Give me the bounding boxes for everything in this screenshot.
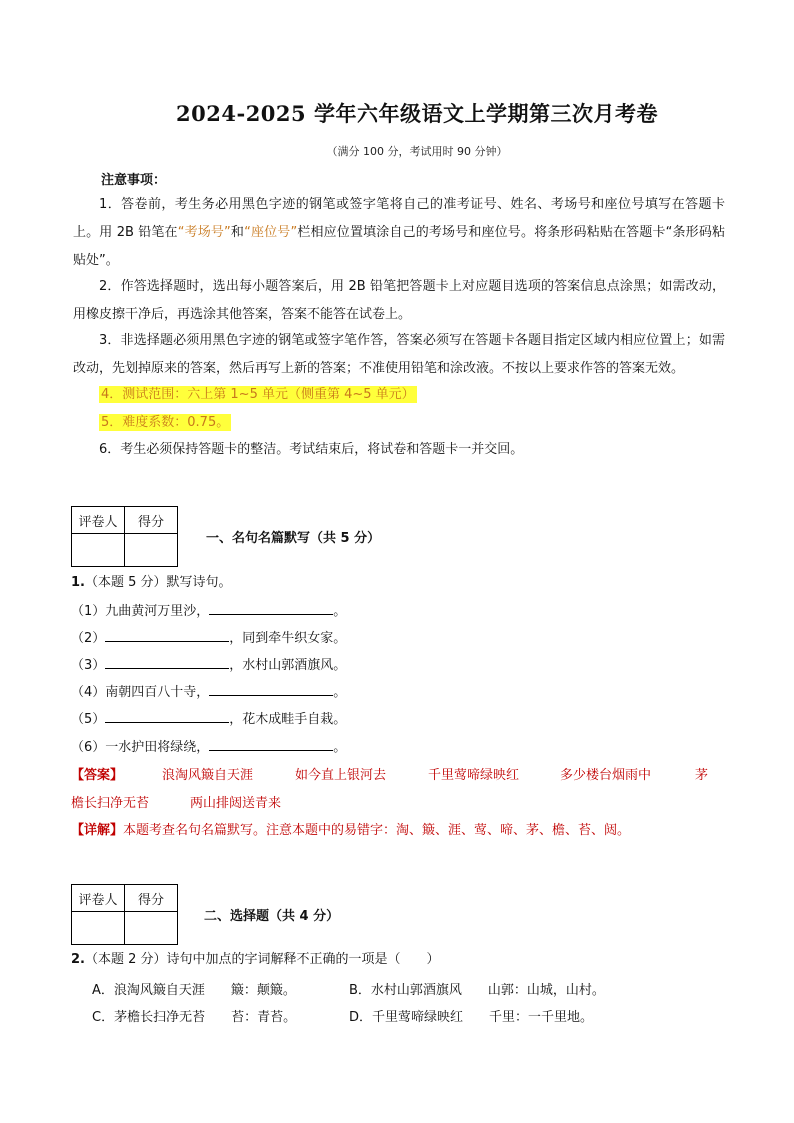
section-2-title: 二、选择题（共 4 分） (204, 909, 340, 924)
page-title: 2024-2025 学年六年级语文上学期第三次月考卷 (176, 101, 658, 126)
question-1-line-6: （6）一水护田将绿绕， 。 (71, 737, 346, 757)
answer-blank[interactable] (209, 737, 333, 751)
detail: 【详解】本题考查名句名篇默写。注意本题中的易错字：淘、簸、涯、莺、啼、茅、檐、苔、闼。 (71, 823, 631, 838)
question-1-line-4: （4）南朝四百八十寺， 。 (71, 682, 346, 702)
choice-c[interactable]: C．茅檐长扫净无苔 苔：青苔。 (92, 1010, 297, 1025)
question-1: 1.（本题 5 分）默写诗句。 (71, 575, 232, 590)
answer-1: 浪淘风簸自天涯 (162, 768, 254, 783)
question-1-line-2: （2） ，同到牵牛织女家。 (71, 628, 346, 648)
answer-4: 多少楼台烟雨中 (560, 768, 652, 783)
answer-blank[interactable] (105, 628, 229, 642)
answer-label: 【答案】 (71, 768, 124, 783)
choice-d[interactable]: D．千里莺啼绿映红 千里：一千里地。 (349, 1010, 594, 1025)
choice-b[interactable]: B．水村山郭酒旗风 山郭：山城，山村。 (349, 983, 605, 998)
question-2: 2.（本题 2 分）诗句中加点的字词解释不正确的一项是（ ） (71, 952, 440, 967)
notice-item-4: 4．测试范围：六上第 1~5 单元（侧重第 4~5 单元） (101, 387, 415, 402)
answer-5: 茅 (695, 768, 709, 783)
grader-cell[interactable] (72, 912, 125, 945)
grader-box-2 (71, 884, 178, 945)
grader-label: 评卷人 (72, 507, 125, 534)
question-1-line-3: （3） ，水村山郭酒旗风。 (71, 655, 346, 675)
grader-label: 评卷人 (72, 885, 125, 912)
notice-item-3: 3．非选择题必须用黑色字迹的钢笔或签字笔作答，答案必须写在答题卡各题目指定区域内相应位置上；如需改动，先划掉原来的答案，然后再写上新的答案；不准使用铅笔和涂改液。不按以上要求作答的答案无效。 (73, 333, 725, 376)
question-1-line-1: （1）九曲黄河万里沙， 。 (71, 601, 346, 621)
score-cell[interactable] (125, 912, 178, 945)
answer-6: 两山排闼送青来 (190, 796, 282, 811)
answer-blank[interactable] (105, 709, 229, 723)
notice-item-6: 6．考生必须保持答题卡的整洁。考试结束后，将试卷和答题卡一并交回。 (99, 442, 524, 457)
question-1-line-5: （5） ，花木成畦手自栽。 (71, 709, 346, 729)
notice-item-1: 1．答卷前，考生务必用黑色字迹的钢笔或签字笔将自己的准考证号、姓名、考场号和座位号填写在答题卡上。用 2B 铅笔在“考场号”和“座位号”栏相应位置填涂自己的考场号和座位号。将条形码粘贴在答题卡“条形码粘贴处”。 (73, 197, 725, 268)
score-label: 得分 (125, 507, 178, 534)
page-subtitle: （满分 100 分，考试用时 90 分钟） (326, 145, 508, 158)
choice-a[interactable]: A．浪淘风簸自天涯 簸：颠簸。 (92, 983, 296, 998)
answer-5-cont: 檐长扫净无苔 (71, 796, 150, 811)
section-1-title: 一、名句名篇默写（共 5 分） (206, 531, 381, 546)
answer-2: 如今直上银河去 (295, 768, 387, 783)
grader-box-1 (71, 506, 178, 567)
notice-heading: 注意事项： (101, 173, 167, 188)
score-cell[interactable] (125, 534, 178, 567)
grader-cell[interactable] (72, 534, 125, 567)
answer-blank[interactable] (105, 655, 229, 669)
notice-item-2: 2．作答选择题时，选出每小题答案后，用 2B 铅笔把答题卡上对应题目选项的答案信息点涂黑；如需改动，用橡皮擦干净后，再选涂其他答案，答案不能答在试卷上。 (73, 279, 725, 322)
notice-item-5: 5．难度系数：0.75。 (101, 415, 230, 430)
score-label: 得分 (125, 885, 178, 912)
answer-3: 千里莺啼绿映红 (428, 768, 520, 783)
answer-blank[interactable] (209, 601, 333, 615)
answer-blank[interactable] (209, 682, 333, 696)
